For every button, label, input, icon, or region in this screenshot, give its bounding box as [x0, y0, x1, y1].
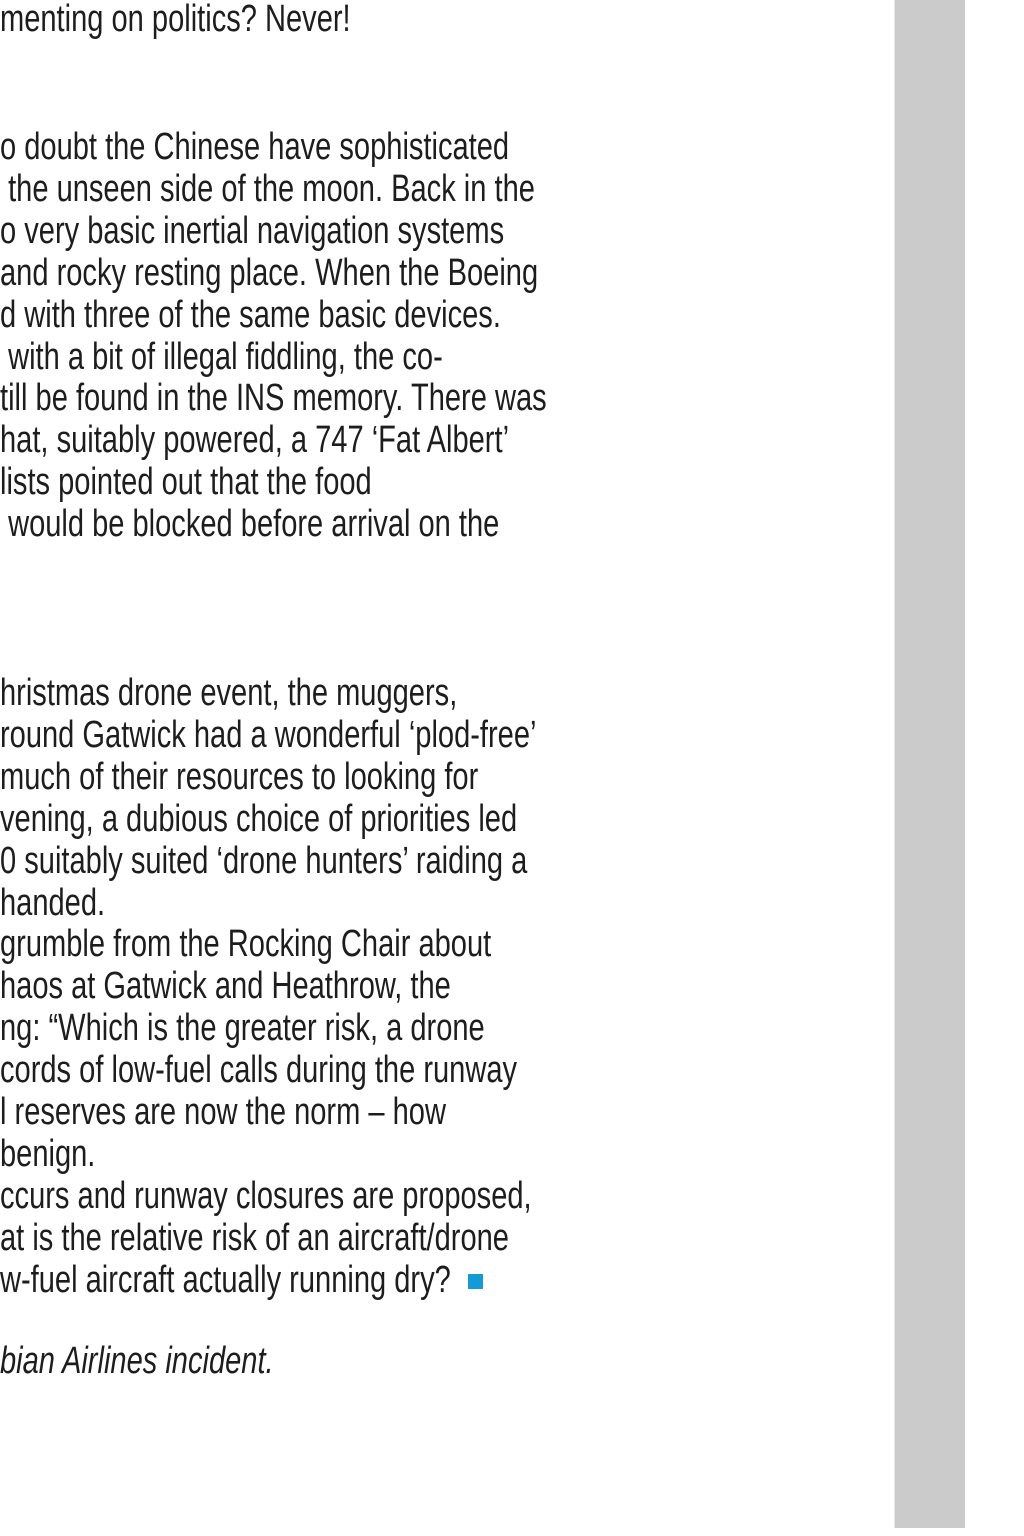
- article-line: ccurs and runway closures are proposed,: [0, 1174, 532, 1217]
- article-line: with a bit of illegal fiddling, the co-: [0, 335, 443, 378]
- article-line: 0 suitably suited ‘drone hunters’ raiding a: [0, 839, 528, 882]
- article-line: and rocky resting place. When the Boeing: [0, 251, 539, 294]
- photo-caption: bian Airlines incident.: [0, 1340, 274, 1382]
- article-line: would be blocked before arrival on the: [0, 503, 500, 546]
- article-line: d with three of the same basic devices.: [0, 293, 501, 336]
- article-line: much of their resources to looking for: [0, 755, 479, 798]
- article-line: w-fuel aircraft actually running dry?: [0, 1258, 451, 1301]
- article-line: haos at Gatwick and Heathrow, the: [0, 965, 451, 1008]
- article-line: handed.: [0, 881, 106, 924]
- article-paragraph-1: [0, 127, 547, 546]
- article-line: cords of low-fuel calls during the runway: [0, 1049, 518, 1092]
- article-line: at is the relative risk of an aircraft/drone: [0, 1216, 509, 1259]
- article-intro-line: menting on politics? Never!: [0, 0, 351, 40]
- article-line: o doubt the Chinese have sophisticated: [0, 126, 510, 168]
- article-line: vening, a dubious choice of priorities led: [0, 797, 518, 840]
- article-line: lists pointed out that the food: [0, 461, 372, 504]
- article-line: o very basic inertial navigation systems: [0, 209, 505, 252]
- article-line: hristmas drone event, the muggers,: [0, 672, 458, 714]
- article-line: hat, suitably powered, a 747 ‘Fat Albert’: [0, 419, 510, 462]
- article-line: l reserves are now the norm – how: [0, 1091, 446, 1134]
- article-line: grumble from the Rocking Chair about: [0, 923, 492, 966]
- article-paragraph-2: [0, 673, 536, 1302]
- article-line: round Gatwick had a wonderful ‘plod-free’: [0, 713, 537, 756]
- article-line: the unseen side of the moon. Back in the: [0, 167, 535, 210]
- article-line: till be found in the INS memory. There was: [0, 377, 547, 420]
- article-line: ng: “Which is the greater risk, a drone: [0, 1007, 485, 1050]
- article-line: benign.: [0, 1132, 96, 1175]
- end-of-article-marker-icon: [468, 1274, 483, 1289]
- page-gutter-strip: [894, 0, 965, 1528]
